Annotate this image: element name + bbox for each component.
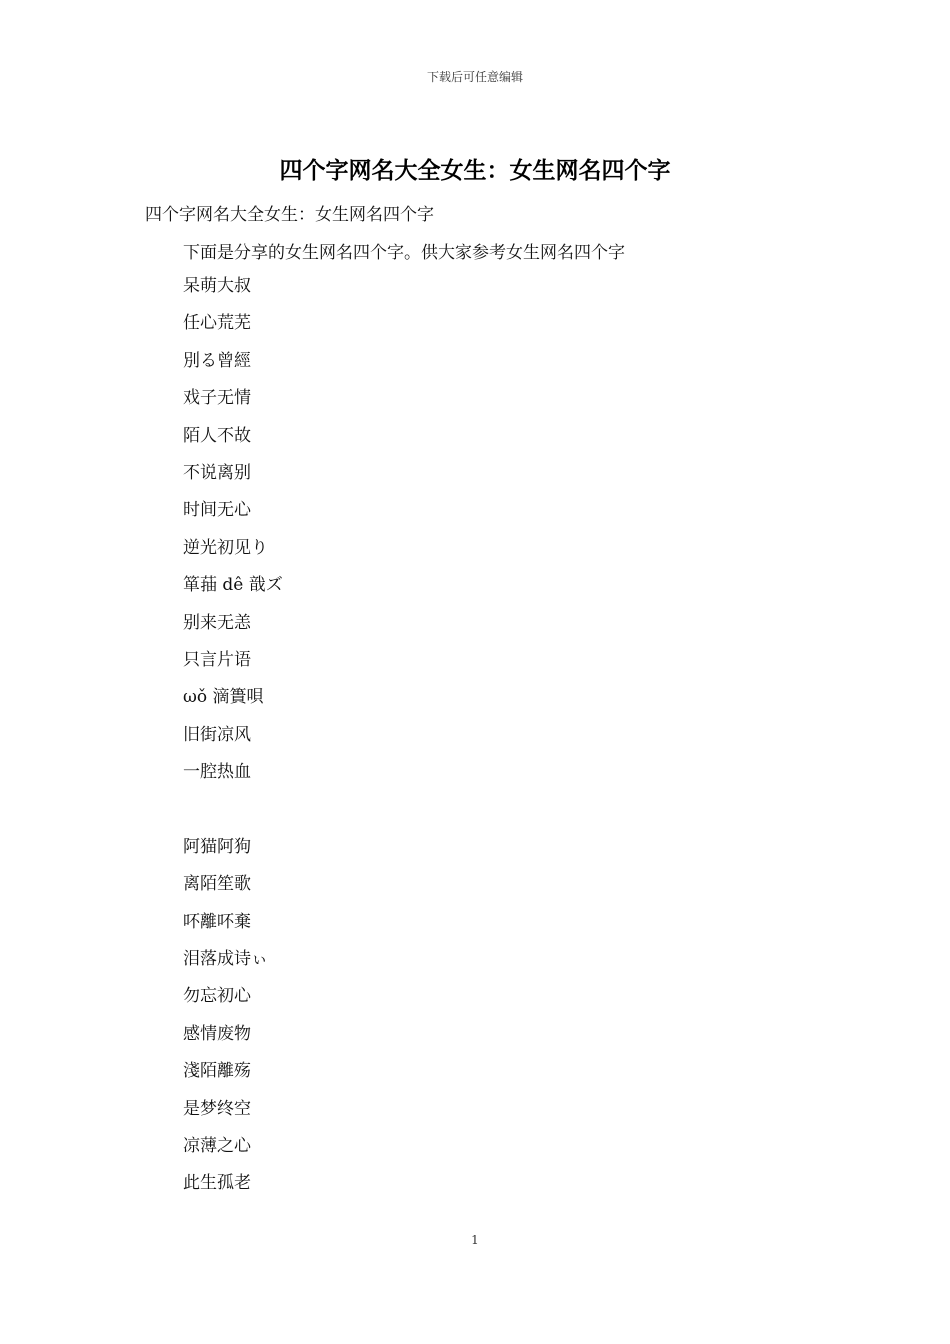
page-number: 1 [471, 1233, 479, 1247]
name-item: 勿忘初心 [183, 986, 251, 1007]
name-item: 別る曾經 [183, 350, 251, 371]
name-item: ωǒ 滴簣唄 [183, 687, 264, 708]
document-title: 四个字网名大全女生：女生网名四个字 [279, 157, 671, 184]
name-item: 陌人不故 [183, 425, 251, 446]
name-item: 箪菗 dê 戠ズ [183, 575, 283, 596]
intro-paragraph: 下面是分享的女生网名四个字。供大家参考女生网名四个字 [183, 243, 625, 263]
name-item: 吥離吥棄 [183, 911, 251, 932]
name-item: 任心荒芜 [183, 313, 251, 334]
header-note: 下载后可任意编辑 [426, 70, 523, 84]
name-item: 泪落成诗ぃ [183, 949, 268, 970]
name-item: 淺陌離殇 [183, 1061, 251, 1082]
name-list [183, 275, 283, 1210]
name-item: 呆萌大叔 [183, 276, 251, 296]
name-item: 凉薄之心 [183, 1135, 251, 1156]
name-item: 是梦终空 [183, 1098, 251, 1119]
name-item: 时间无心 [183, 500, 251, 521]
name-item: 别来无恙 [183, 612, 251, 633]
name-item: 只言片语 [183, 649, 251, 670]
document-subtitle: 四个字网名大全女生：女生网名四个字 [145, 205, 434, 225]
name-item: 旧街凉风 [183, 724, 251, 745]
name-item: 逆光初见り [183, 537, 268, 558]
name-item: 一腔热血 [183, 762, 251, 783]
name-item: 此生孤老 [183, 1173, 251, 1194]
name-item: 离陌笙歌 [183, 874, 251, 895]
name-item: 不说离别 [183, 462, 251, 483]
name-item: 戏子无情 [183, 388, 251, 409]
blank-line [183, 798, 283, 835]
name-item: 感情废物 [183, 1023, 251, 1044]
name-item: 阿猫阿狗 [183, 836, 251, 857]
